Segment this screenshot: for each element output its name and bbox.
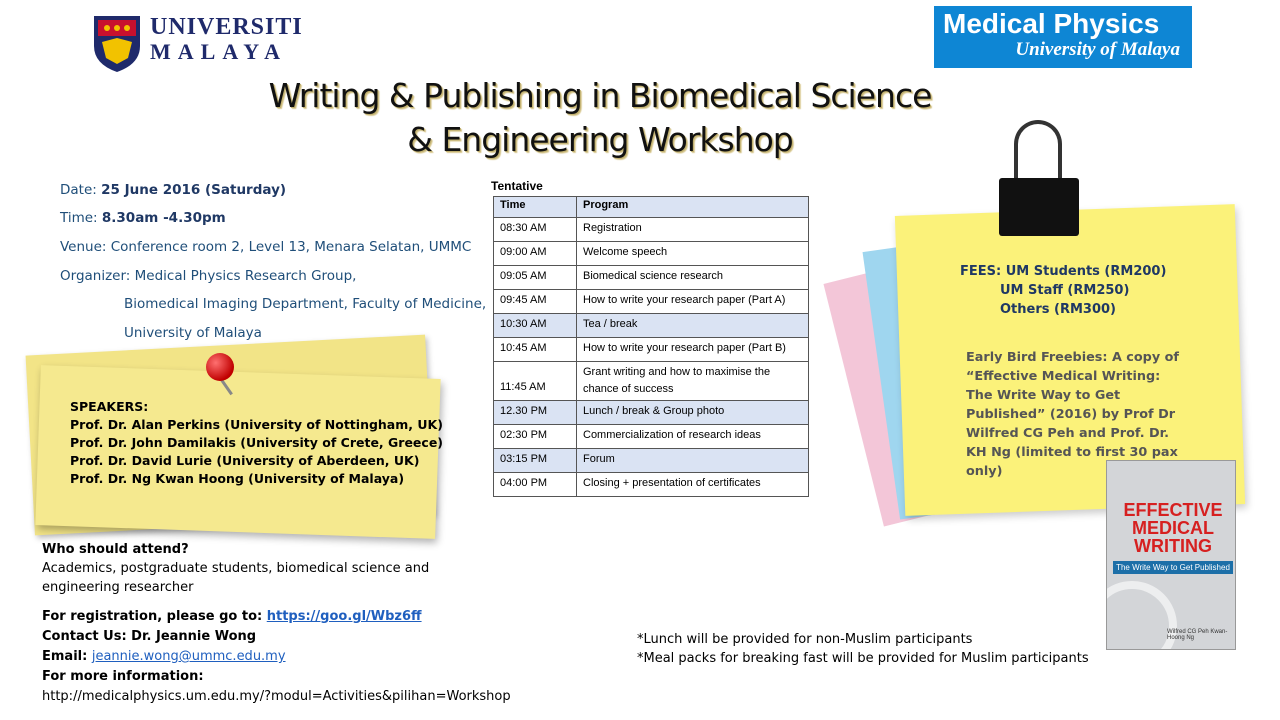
medical-physics-logo xyxy=(934,6,1192,68)
note-line2: *Meal packs for breaking fast will be provided for Muslim participants xyxy=(637,651,1089,666)
speaker-item: Prof. Dr. John Damilakis (University of Crete, Greece) xyxy=(70,435,444,450)
table-row xyxy=(494,449,809,473)
registration-link[interactable]: https://goo.gl/Wbz6ff xyxy=(266,609,422,624)
time-cell: 09:05 AM xyxy=(494,266,577,290)
um-logo-line2: MALAYA xyxy=(150,39,287,64)
contact-text: Contact Us: Dr. Jeannie Wong xyxy=(42,629,257,644)
table-row xyxy=(494,314,809,338)
table-row xyxy=(494,266,809,290)
organizer-line2: Biomedical Imaging Department, Faculty of Medicine, xyxy=(124,296,487,312)
program-cell: How to write your research paper (Part B) xyxy=(577,338,809,362)
table-row xyxy=(494,473,809,497)
time-cell: 02:30 PM xyxy=(494,425,577,449)
table-row xyxy=(494,401,809,425)
date-label: Date: xyxy=(60,182,97,198)
table-row xyxy=(494,425,809,449)
program-cell: Closing + presentation of certificates xyxy=(577,473,809,497)
book-authors: Wilfred CG Peh Kwan-Hoong Ng xyxy=(1167,629,1228,641)
speaker-item: Prof. Dr. Alan Perkins (University of Nottingham, UK) xyxy=(70,417,443,432)
fees-line2: UM Staff (RM250) xyxy=(1000,283,1130,298)
time-cell: 03:15 PM xyxy=(494,449,577,473)
fees-block xyxy=(960,262,1166,319)
date-row xyxy=(60,182,286,198)
note-line1: *Lunch will be provided for non-Muslim participants xyxy=(637,632,973,647)
time-cell: 09:45 AM xyxy=(494,290,577,314)
book-title: EFFECTIVE MEDICAL WRITING xyxy=(1123,500,1223,556)
speakers-heading: SPEAKERS: xyxy=(70,399,149,414)
speaker-item: Prof. Dr. David Lurie (University of Aberdeen, UK) xyxy=(70,453,420,468)
attend-block xyxy=(42,540,429,597)
time-label: Time: xyxy=(60,210,98,226)
meal-notes xyxy=(637,630,1089,668)
mp-logo-line1: Medical Physics xyxy=(943,8,1160,39)
more-info-label: For more information: xyxy=(42,669,204,684)
time-value: 8.30am -4.30pm xyxy=(101,210,226,226)
pushpin-icon xyxy=(206,353,234,381)
program-cell: Registration xyxy=(577,218,809,242)
table-header-row xyxy=(494,197,809,218)
table-row xyxy=(494,242,809,266)
title-line1: Writing & Publishing in Biomedical Science xyxy=(268,76,932,115)
time-row xyxy=(60,210,226,226)
program-cell: Forum xyxy=(577,449,809,473)
program-cell: Biomedical science research xyxy=(577,266,809,290)
table-row xyxy=(494,218,809,242)
program-cell: Welcome speech xyxy=(577,242,809,266)
um-crest-icon xyxy=(92,12,142,74)
attend-heading: Who should attend? xyxy=(42,542,189,557)
time-cell: 10:30 AM xyxy=(494,314,577,338)
workshop-title xyxy=(200,74,1000,162)
col-program-header: Program xyxy=(577,197,809,218)
date-value: 25 June 2016 (Saturday) xyxy=(101,182,287,198)
table-row xyxy=(494,338,809,362)
tentative-label: Tentative xyxy=(491,179,543,193)
table-row xyxy=(494,290,809,314)
time-cell: 09:00 AM xyxy=(494,242,577,266)
early-bird-text: Early Bird Freebies: A copy of “Effective Medical Writing: The Write Way to Get Published” (2016) by Prof Dr Wilfred CG Peh and Prof. Dr. KH Ng (limited to first 30 pax only) xyxy=(966,350,1179,479)
binder-clip-icon xyxy=(999,178,1079,236)
email-link[interactable]: jeannie.wong@ummc.edu.my xyxy=(91,649,286,664)
program-cell: Tea / break xyxy=(577,314,809,338)
program-cell: Commercialization of research ideas xyxy=(577,425,809,449)
time-cell: 04:00 PM xyxy=(494,473,577,497)
time-cell: 11:45 AM xyxy=(494,362,577,401)
organizer-line3: University of Malaya xyxy=(124,325,262,341)
book-subtitle: The Write Way to Get Published xyxy=(1113,561,1233,574)
fees-line1: FEES: UM Students (RM200) xyxy=(960,264,1167,279)
program-cell: How to write your research paper (Part A) xyxy=(577,290,809,314)
title-line2: & Engineering Workshop xyxy=(407,120,793,159)
schedule-table xyxy=(493,196,809,497)
attend-line1: Academics, postgraduate students, biomedical science and xyxy=(42,561,430,576)
table-row xyxy=(494,362,809,401)
email-label: Email: xyxy=(42,649,92,664)
organizer-line1: Organizer: Medical Physics Research Group, xyxy=(60,268,357,284)
col-time-header: Time xyxy=(494,197,577,218)
registration-block xyxy=(42,607,511,707)
universiti-malaya-logo xyxy=(92,12,302,76)
time-cell: 10:45 AM xyxy=(494,338,577,362)
time-cell: 08:30 AM xyxy=(494,218,577,242)
speakers-block xyxy=(70,398,443,488)
time-cell: 12.30 PM xyxy=(494,401,577,425)
more-info-url[interactable]: http://medicalphysics.um.edu.my/?modul=Activities&pilihan=Workshop xyxy=(42,689,511,704)
venue-text: Venue: Conference room 2, Level 13, Menara Selatan, UMMC xyxy=(60,239,472,255)
mp-logo-line2: University of Malaya xyxy=(1015,39,1180,60)
program-cell: Grant writing and how to maximise the chance of success xyxy=(577,362,809,401)
book-cover-image xyxy=(1106,460,1236,650)
fees-line3: Others (RM300) xyxy=(1000,302,1116,317)
attend-line2: engineering researcher xyxy=(42,580,194,595)
program-cell: Lunch / break & Group photo xyxy=(577,401,809,425)
speaker-item: Prof. Dr. Ng Kwan Hoong (University of Malaya) xyxy=(70,471,405,486)
um-logo-line1: UNIVERSITI xyxy=(150,14,303,40)
registration-label: For registration, please go to: xyxy=(42,609,267,624)
